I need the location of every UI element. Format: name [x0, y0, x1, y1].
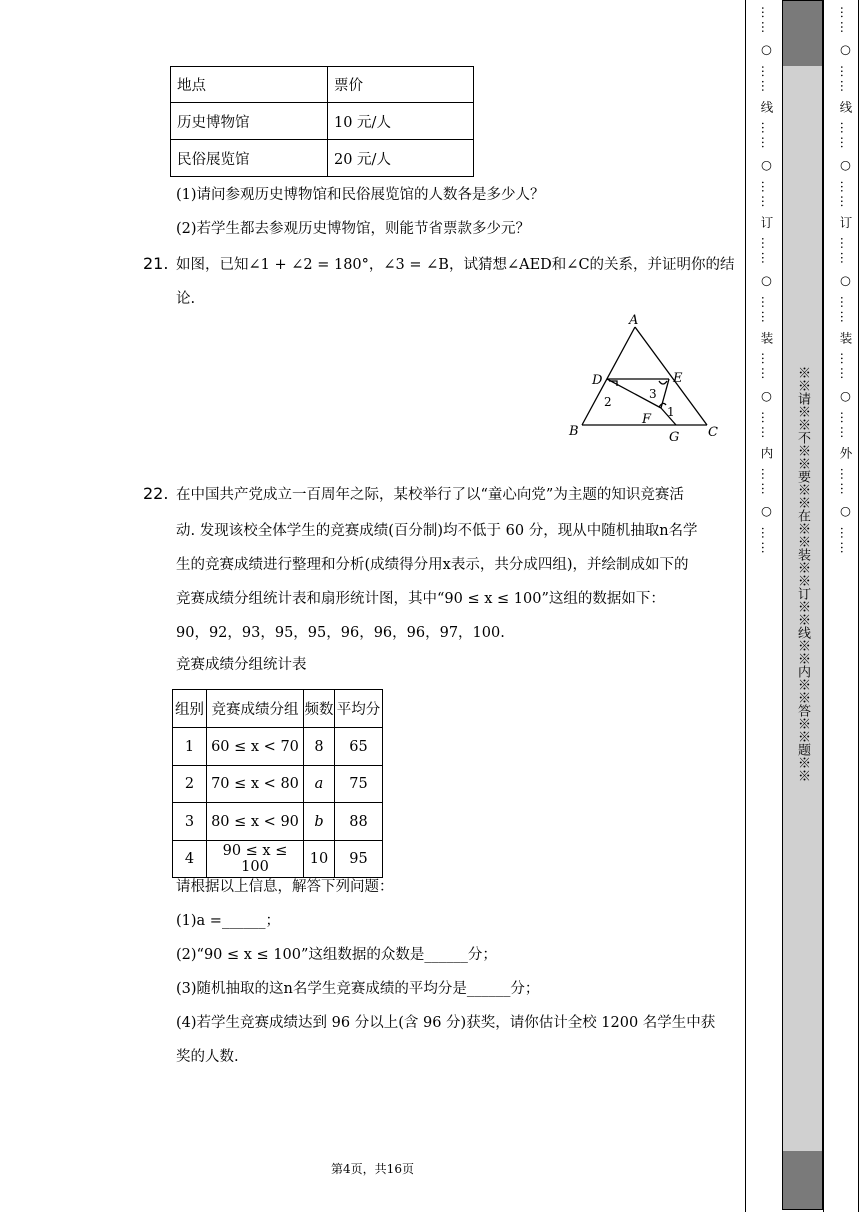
table-cell: a	[304, 766, 335, 803]
q22-sub4-line2: 奖的人数.	[176, 1049, 239, 1065]
score-group-table	[172, 689, 383, 878]
q22-prompt: 请根据以上信息，解答下列问题：	[176, 879, 394, 895]
table-cell: 3	[173, 803, 207, 841]
right-border-line	[858, 0, 859, 1212]
warning-panel-bottom-cap	[783, 1151, 822, 1209]
table-cell: 90 ≤ x ≤ 100	[207, 841, 304, 878]
table-cell: 8	[304, 728, 335, 766]
page-footer: 第4页，共16页	[331, 1162, 414, 1176]
warning-panel	[782, 0, 823, 1210]
no-answer-warning: ※※请※※不※※要※※在※※装※※订※※线※※内※※答※※题※※	[795, 366, 810, 782]
table-header: 组别	[173, 690, 207, 728]
q22-number: 22.	[143, 484, 169, 503]
label-b: B	[569, 424, 579, 439]
table-header: 票价	[328, 67, 474, 103]
q22-table-title: 竞赛成绩分组统计表	[176, 657, 307, 673]
q21-number: 21.	[143, 254, 169, 273]
label-angle-1: 1	[667, 405, 675, 419]
outer-border-line	[823, 0, 824, 1212]
q22-sub1: (1)a =______；	[176, 913, 280, 929]
table-cell: 10 元/人	[328, 103, 474, 140]
label-c: C	[708, 425, 718, 440]
q22-line: 动. 发现该校全体学生的竞赛成绩(百分制)均不低于 60 分，现从中随机抽取n名学	[176, 523, 698, 539]
q20-sub1: (1)请问参观历史博物馆和民俗展览馆的人数各是多少人？	[176, 187, 545, 203]
table-header: 频数	[304, 690, 335, 728]
label-a: A	[629, 313, 639, 328]
q22-line: 在中国共产党成立一百周年之际，某校举行了以“童心向党”为主题的知识竞赛活	[176, 487, 684, 503]
q21-figure	[560, 310, 730, 445]
table-cell: 95	[335, 841, 383, 878]
table-cell: 65	[335, 728, 383, 766]
table-header: 竞赛成绩分组	[207, 690, 304, 728]
table-cell: 1	[173, 728, 207, 766]
q22-line: 生的竞赛成绩进行整理和分析(成绩得分用x表示，共分成四组)，并绘制成如下的	[176, 557, 689, 573]
table-cell: 10	[304, 841, 335, 878]
label-angle-2: 2	[604, 395, 612, 409]
table-header: 平均分	[335, 690, 383, 728]
table-cell: b	[304, 803, 335, 841]
outer-seal-line: …… ○ …… 线 …… ○ …… 订 …… ○ …… 装 …… ○ …… 外 …… ○ ……	[838, 6, 853, 556]
table-cell: 历史博物馆	[171, 103, 328, 140]
q22-sub3: (3)随机抽取的这n名学生竞赛成绩的平均分是______分；	[176, 981, 540, 997]
label-g: G	[669, 430, 680, 445]
binding-strip	[745, 0, 860, 1216]
ticket-price-table	[170, 66, 474, 177]
q20-sub2: (2)若学生都去参观历史博物馆，则能节省票款多少元？	[176, 221, 531, 237]
table-cell: 60 ≤ x < 70	[207, 728, 304, 766]
q21-line2: 论.	[176, 291, 196, 307]
table-cell: 80 ≤ x < 90	[207, 803, 304, 841]
label-d: D	[592, 373, 603, 388]
q22-sub2: (2)“90 ≤ x ≤ 100”这组数据的众数是______分；	[176, 947, 497, 963]
q22-line: 竞赛成绩分组统计表和扇形统计图，其中“90 ≤ x ≤ 100”这组的数据如下：	[176, 591, 665, 607]
table-cell: 88	[335, 803, 383, 841]
label-f: F	[642, 412, 652, 427]
table-cell: 70 ≤ x < 80	[207, 766, 304, 803]
label-e: E	[673, 371, 683, 386]
inner-seal-line: …… ○ …… 线 …… ○ …… 订 …… ○ …… 装 …… ○ …… 内 …… ○ ……	[759, 6, 774, 556]
table-cell: 2	[173, 766, 207, 803]
table-cell: 75	[335, 766, 383, 803]
table-cell: 4	[173, 841, 207, 878]
q21-line1: 如图，已知∠1 + ∠2 = 180°，∠3 = ∠B，试猜想∠AED和∠C的关系，并证明你的结	[176, 257, 735, 273]
inner-border-line	[745, 0, 746, 1212]
q22-line: 90，92，93，95，95，96，96，96，97，100.	[176, 625, 505, 641]
label-angle-3: 3	[649, 387, 657, 401]
table-cell: 民俗展览馆	[171, 140, 328, 177]
table-header: 地点	[171, 67, 328, 103]
q22-sub4-line1: (4)若学生竞赛成绩达到 96 分以上(含 96 分)获奖，请你估计全校 1200 名学生中获	[176, 1015, 716, 1031]
table-cell: 20 元/人	[328, 140, 474, 177]
warning-panel-top-cap	[783, 1, 822, 66]
